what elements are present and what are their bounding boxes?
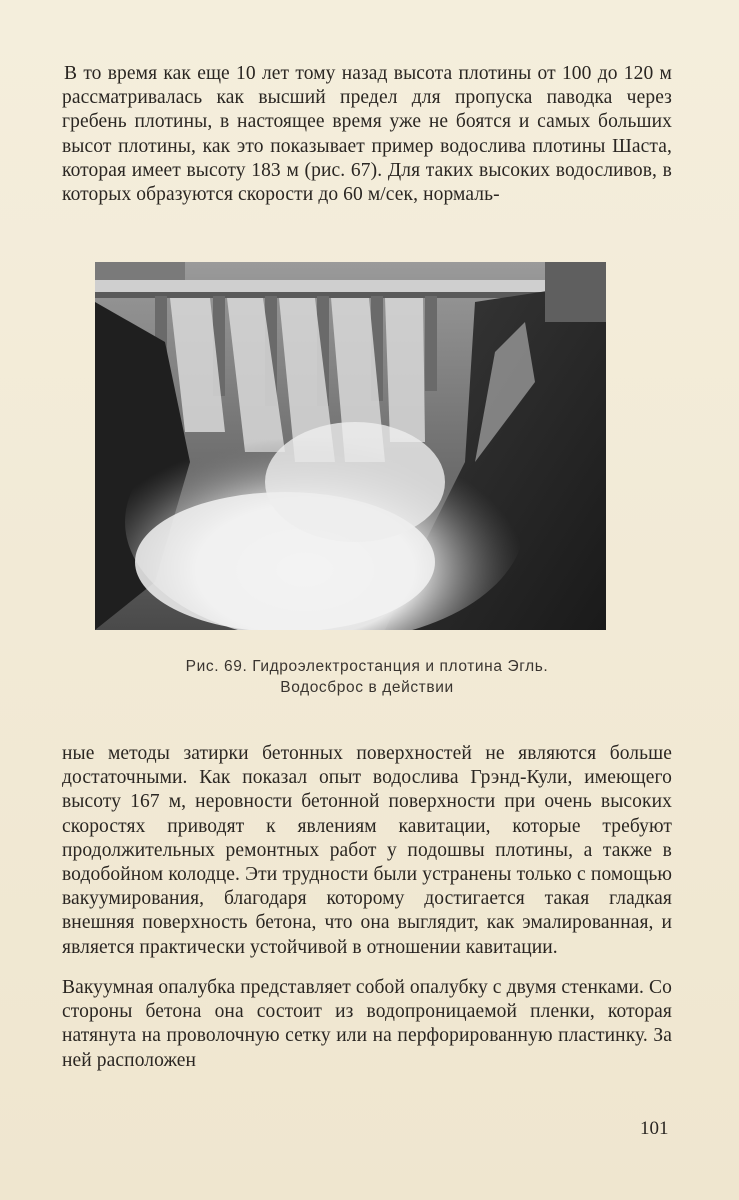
paragraph-cavitation: ные методы затирки бетонных поверхностей не являются больше достаточными. Как показал опыт водослива Грэнд-Кули, имеющего высоту 167 м, неровности бетонной поверхности при очень высоких скоростях приводят к явлениям кавитации, которые требуют продолжительных ремонтных работ у подошвы плотины, а также в водобойном колодце. Эти трудности были устранены только с помощью вакуумирования, благодаря которому достигается такая гладкая внешняя поверхность бетона, что она выглядит, как эмалированная, и является практически устойчивой в отношении кавитации. bbox=[62, 743, 672, 958]
caption-line-1: Рис. 69. Гидроэлектростанция и плотина Эгль. bbox=[185, 658, 549, 675]
caption-line-2: Водосброс в действии bbox=[280, 679, 454, 696]
paragraph-vacuum-formwork: Вакуумная опалубка представляет собой опалубку с двумя стенками. Со стороны бетона она состоит из водопроницаемой пленки, которая натянута на проволочную сетку или на перфорированную пластинку. За ней расположен bbox=[62, 977, 672, 1071]
figure-caption bbox=[62, 656, 672, 698]
paragraph-intro: В то время как еще 10 лет тому назад высота плотины от 100 до 120 м рассматривалась как высший предел для пропуска паводка через гребень плотины, в настоящее время уже не боятся и самых больших высот плотины, как это показывает пример водослива плотины Шаста, которая имеет высоту 183 м (рис. 67). Для таких высоких водосливов, в которых образуются скорости до 60 м/сек, нормаль- bbox=[62, 63, 672, 206]
page-number: 101 bbox=[640, 1118, 669, 1139]
dam-spillway-photo bbox=[95, 262, 606, 630]
